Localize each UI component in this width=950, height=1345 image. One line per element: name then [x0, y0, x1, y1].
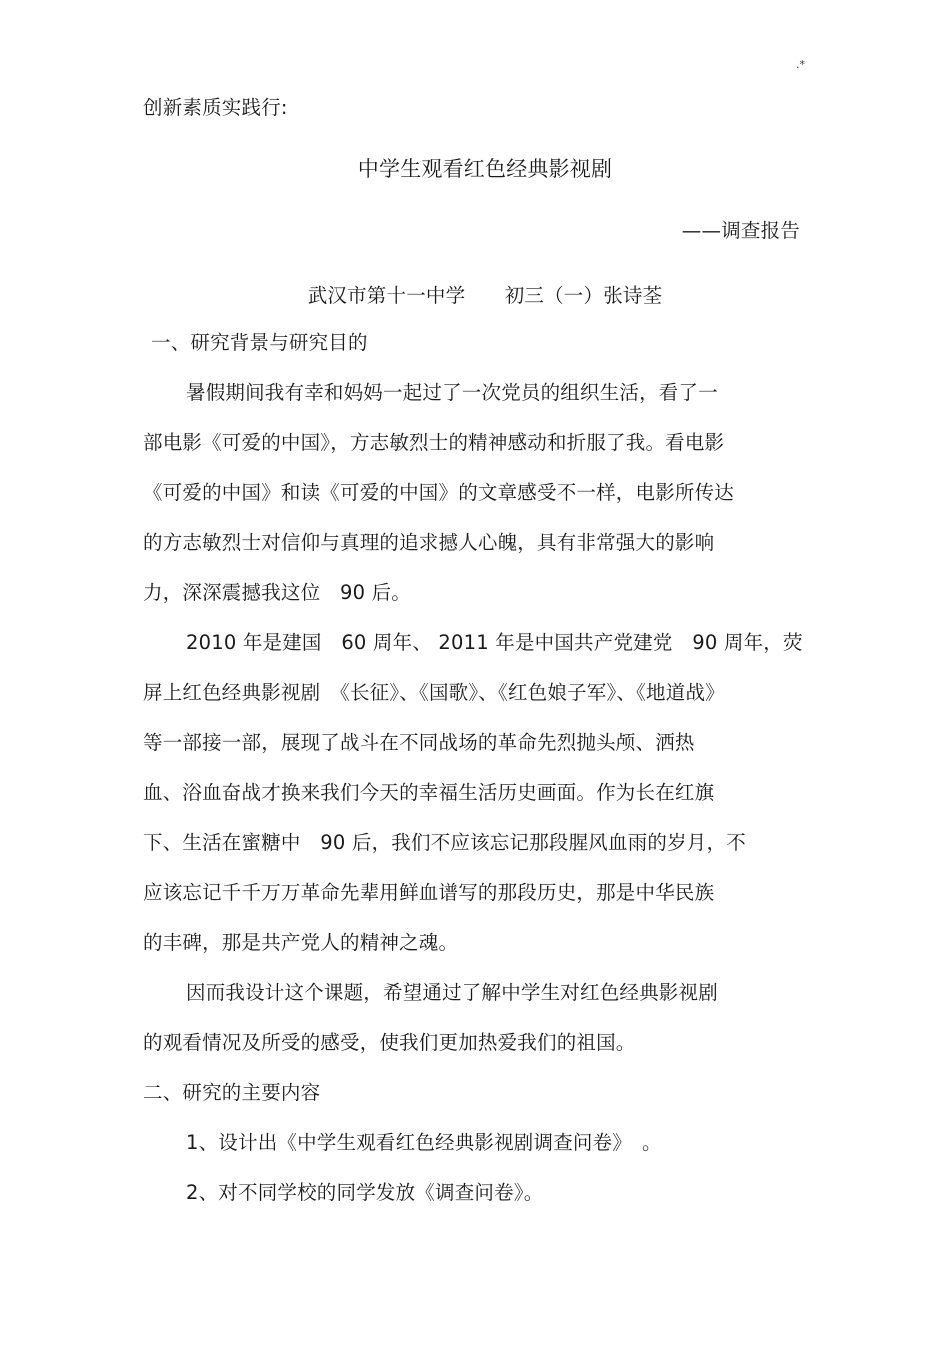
section2-item-2: 2、对不同学校的同学发放《调查问卷》。	[186, 1181, 544, 1204]
p2-line-7: 的丰碑，那是共产党人的精神之魂。	[143, 931, 459, 954]
p2-line-2: 屏上红色经典影视剧 《长征》、《国歌》、《红色娘子军》、《地道战》	[143, 681, 725, 704]
p1-line-5: 力，深深震撼我这位 90 后。	[143, 581, 412, 604]
p2-line-6: 应该忘记千千万万革命先辈用鲜血谱写的那段历史，那是中华民族	[143, 881, 715, 904]
document-subtitle: ——调查报告	[681, 219, 800, 242]
p2-line-3: 等一部接一部，展现了战斗在不同战场的革命先烈抛头颅、洒热	[143, 731, 695, 754]
p3-line-1: 因而我设计这个课题，希望通过了解中学生对红色经典影视剧	[186, 981, 718, 1004]
p2-line-4: 血、浴血奋战才换来我们今天的幸福生活历史画面。作为长在红旗	[143, 781, 715, 804]
p1-line-4: 的方志敏烈士对信仰与真理的追求撼人心魄，具有非常强大的影响	[143, 531, 715, 554]
author-line: 武汉市第十一中学 初三（一）张诗荃	[307, 284, 663, 307]
header-label: 创新素质实践行:	[143, 96, 288, 119]
p3-line-2: 的观看情况及所受的感受，使我们更加热爱我们的祖国。	[143, 1031, 636, 1054]
section1-heading: 一、研究背景与研究目的	[151, 331, 368, 354]
corner-mark: .*	[796, 58, 805, 71]
section2-item-1: 1、设计出《中学生观看红色经典影视剧调查问卷》 。	[186, 1131, 662, 1154]
section2-heading: 二、研究的主要内容	[143, 1081, 321, 1104]
p2-line-1: 2010 年是建国 60 周年、 2011 年是中国共产党建党 90 周年，荧	[186, 631, 803, 654]
p2-line-5: 下、生活在蜜糖中 90 后，我们不应该忘记那段腥风血雨的岁月，不	[143, 831, 746, 854]
p1-line-1: 暑假期间我有幸和妈妈一起过了一次党员的组织生活，看了一	[186, 381, 718, 404]
p1-line-3: 《可爱的中国》和读《可爱的中国》的文章感受不一样，电影所传达	[143, 481, 735, 504]
document-title: 中学生观看红色经典影视剧	[357, 157, 613, 181]
p1-line-2: 部电影《可爱的中国》，方志敏烈士的精神感动和折服了我。看电影	[143, 431, 725, 454]
